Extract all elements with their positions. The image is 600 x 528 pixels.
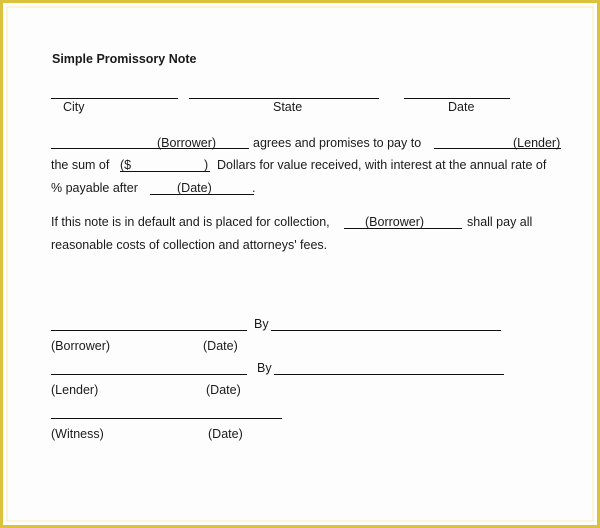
- agrees-text: agrees and promises to pay to: [253, 136, 422, 150]
- period: .: [252, 181, 256, 195]
- payable-date-placeholder: (Date): [177, 181, 212, 195]
- state-label: State: [273, 100, 303, 114]
- dollars-text: Dollars for value received, with interest at the annual rate of: [217, 158, 547, 172]
- inner-border: [6, 6, 594, 522]
- shall-pay-text: shall pay all: [467, 215, 533, 229]
- borrower-signature-line[interactable]: [51, 330, 247, 331]
- city-label: City: [63, 100, 85, 114]
- dollar-open: ($: [120, 158, 132, 172]
- lender-date-label: (Date): [206, 383, 241, 397]
- borrower-by-line[interactable]: [271, 330, 501, 331]
- witness-signature-label: (Witness): [51, 427, 104, 441]
- borrower-placeholder: (Borrower): [157, 136, 217, 150]
- state-field-line[interactable]: [189, 98, 379, 99]
- payable-after-text: % payable after: [51, 181, 138, 195]
- costs-text: reasonable costs of collection and attorneys' fees.: [51, 238, 328, 252]
- witness-signature-line[interactable]: [51, 418, 282, 419]
- document-title: Simple Promissory Note: [52, 52, 197, 66]
- borrower-by-label: By: [254, 317, 269, 331]
- lender-by-label: By: [257, 361, 272, 375]
- borrower-date-label: (Date): [203, 339, 238, 353]
- borrower-signature-label: (Borrower): [51, 339, 111, 353]
- lender-by-line[interactable]: [274, 374, 504, 375]
- city-field-line[interactable]: [51, 98, 178, 99]
- sum-prefix: the sum of: [51, 158, 110, 172]
- default-text: If this note is in default and is placed for collection,: [51, 215, 330, 229]
- amount-field-line[interactable]: [120, 171, 210, 172]
- borrower-field-line[interactable]: [51, 148, 249, 149]
- lender-placeholder: (Lender): [513, 136, 561, 150]
- witness-date-label: (Date): [208, 427, 243, 441]
- dollar-close: ): [204, 158, 209, 172]
- date-field-line[interactable]: [404, 98, 510, 99]
- date-label: Date: [448, 100, 475, 114]
- lender-signature-line[interactable]: [51, 374, 247, 375]
- collection-borrower-placeholder: (Borrower): [365, 215, 425, 229]
- lender-signature-label: (Lender): [51, 383, 99, 397]
